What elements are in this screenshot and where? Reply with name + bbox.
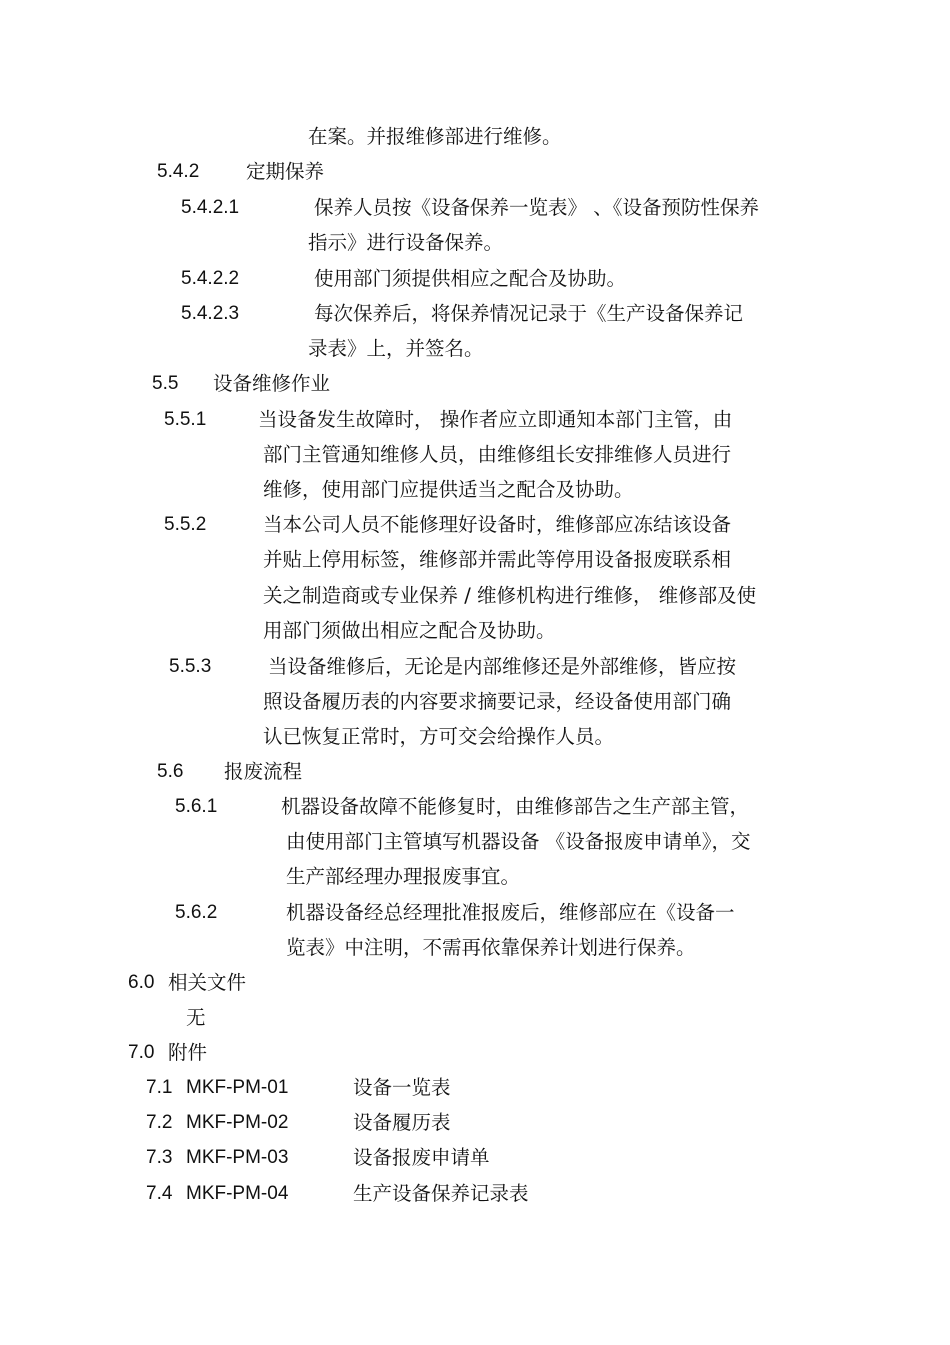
- paragraph-line: 部门主管通知维修人员，由维修组长安排维修人员进行: [263, 443, 732, 466]
- attachment-code: MKF-PM-01: [186, 1077, 289, 1098]
- attachment-number: 7.3: [146, 1147, 173, 1168]
- paragraph-line: 用部门须做出相应之配合及协助。: [263, 619, 556, 642]
- continuation-line: 在案。并报维修部进行维修。: [308, 125, 562, 148]
- paragraph-line: 当本公司人员不能修理好设备时，维修部应冻结该设备: [263, 513, 732, 536]
- attachment-code: MKF-PM-02: [186, 1112, 289, 1133]
- section-number-5-4-2-2: 5.4.2.2: [181, 268, 240, 289]
- attachment-code: MKF-PM-04: [186, 1183, 289, 1204]
- attachment-name: 设备报废申请单: [353, 1146, 490, 1169]
- section-title-5-5: 设备维修作业: [213, 372, 331, 395]
- paragraph-line: 维修，使用部门应提供适当之配合及协助。: [263, 478, 634, 501]
- section-title-7-0: 附件: [168, 1041, 208, 1064]
- section-title-6-0: 相关文件: [168, 971, 247, 994]
- paragraph-line: 照设备履历表的内容要求摘要记录，经设备使用部门确: [263, 690, 732, 713]
- section-number-5-5: 5.5: [152, 373, 179, 394]
- section-number-5-6-2: 5.6.2: [175, 902, 218, 923]
- section-number-6-0: 6.0: [128, 972, 155, 993]
- paragraph-line: 使用部门须提供相应之配合及协助。: [314, 267, 627, 290]
- attachment-number: 7.1: [146, 1077, 173, 1098]
- paragraph-line: 生产部经理办理报废事宜。: [286, 865, 521, 888]
- paragraph-line: 指示》进行设备保养。: [308, 231, 504, 254]
- attachment-number: 7.2: [146, 1112, 173, 1133]
- paragraph-line: 每次保养后，将保养情况记录于《生产设备保养记: [314, 302, 744, 325]
- section-number-5-6-1: 5.6.1: [175, 796, 218, 817]
- section-number-5-4-2-1: 5.4.2.1: [181, 197, 240, 218]
- paragraph-line: 机器设备故障不能修复时，由维修部告之生产部主管，: [281, 795, 750, 818]
- section-body-6-0: 无: [186, 1006, 206, 1029]
- section-number-7-0: 7.0: [128, 1042, 155, 1063]
- attachment-name: 生产设备保养记录表: [353, 1182, 529, 1205]
- paragraph-line: 保养人员按《设备保养一览表》 、《设备预防性保养: [314, 196, 759, 219]
- paragraph-line: 当设备发生故障时， 操作者应立即通知本部门主管，由: [258, 408, 733, 431]
- section-number-5-5-3: 5.5.3: [169, 656, 212, 677]
- paragraph-line: 关之制造商或专业保养 / 维修机构进行维修， 维修部及使: [263, 584, 757, 607]
- paragraph-line: 认已恢复正常时，方可交会给操作人员。: [263, 725, 615, 748]
- paragraph-line: 录表》上，并签名。: [308, 337, 484, 360]
- attachment-code: MKF-PM-03: [186, 1147, 289, 1168]
- section-number-5-5-1: 5.5.1: [164, 409, 207, 430]
- section-number-5-4-2-3: 5.4.2.3: [181, 303, 240, 324]
- section-title-5-4-2: 定期保养: [246, 160, 325, 183]
- attachment-number: 7.4: [146, 1183, 173, 1204]
- paragraph-line: 览表》中注明，不需再依靠保养计划进行保养。: [286, 936, 696, 959]
- paragraph-line: 并贴上停用标签，维修部并需此等停用设备报废联系相: [263, 548, 732, 571]
- paragraph-line: 当设备维修后，无论是内部维修还是外部维修，皆应按: [268, 655, 737, 678]
- paragraph-line: 机器设备经总经理批准报废后，维修部应在《设备一: [286, 901, 735, 924]
- attachment-name: 设备履历表: [353, 1111, 451, 1134]
- section-number-5-6: 5.6: [157, 761, 184, 782]
- section-number-5-5-2: 5.5.2: [164, 514, 207, 535]
- section-number-5-4-2: 5.4.2: [157, 161, 200, 182]
- paragraph-line: 由使用部门主管填写机器设备 《设备报废申请单》，交: [286, 830, 751, 853]
- section-title-5-6: 报废流程: [224, 760, 303, 783]
- attachment-name: 设备一览表: [353, 1076, 451, 1099]
